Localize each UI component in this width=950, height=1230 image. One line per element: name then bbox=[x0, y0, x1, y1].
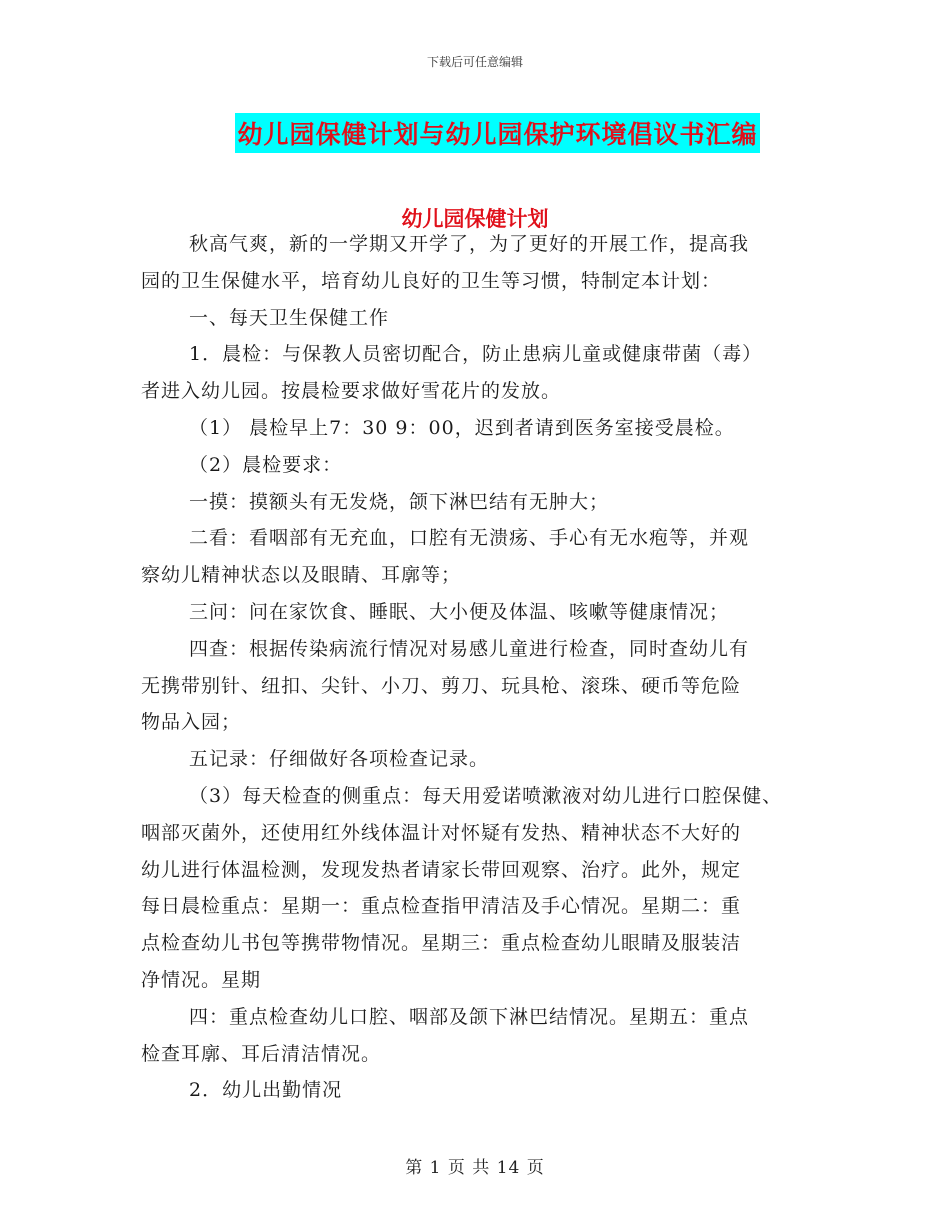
paragraph-line: 点检查幼儿书包等携带物情况。星期三：重点检查幼儿眼睛及服装洁 bbox=[141, 932, 742, 955]
paragraph-line: 物品入园； bbox=[141, 711, 242, 734]
paragraph-line: （2）晨检要求： bbox=[189, 453, 343, 476]
paragraph-line: 2．幼儿出勤情况 bbox=[189, 1079, 343, 1102]
paragraph-line: 五记录：仔细做好各项检查记录。 bbox=[189, 748, 490, 771]
paragraph-line: （1） 晨检早上7：30 9：00，迟到者请到医务室接受晨检。 bbox=[189, 416, 735, 439]
paragraph-line: （3）每天检查的侧重点：每天用爱诺喷漱液对幼儿进行口腔保健、 bbox=[189, 784, 783, 807]
paragraph-line: 者进入幼儿园。按晨检要求做好雪花片的发放。 bbox=[141, 380, 562, 403]
paragraph-line: 检查耳廓、耳后清洁情况。 bbox=[141, 1042, 382, 1065]
paragraph-line: 无携带别针、纽扣、尖针、小刀、剪刀、玩具枪、滚珠、硬币等危险 bbox=[141, 674, 742, 697]
header-note: 下载后可任意编辑 bbox=[426, 55, 523, 69]
paragraph-line: 四：重点检查幼儿口腔、咽部及颌下淋巴结情况。星期五：重点 bbox=[189, 1005, 750, 1028]
paragraph-line: 二看：看咽部有无充血，口腔有无溃疡、手心有无水疱等，并观 bbox=[189, 527, 750, 550]
page-footer: 第 1 页 共 14 页 bbox=[405, 1158, 545, 1178]
paragraph-line: 一、每天卫生保健工作 bbox=[189, 306, 390, 329]
paragraph-line: 净情况。星期 bbox=[141, 968, 262, 991]
paragraph-line: 幼儿进行体温检测，发现发热者请家长带回观察、治疗。此外，规定 bbox=[141, 858, 742, 881]
paragraph-line: 1．晨检：与保教人员密切配合，防止患病儿童或健康带菌（毒） bbox=[189, 343, 763, 366]
paragraph-line: 三问：问在家饮食、睡眠、大小便及体温、咳嗽等健康情况； bbox=[189, 600, 730, 623]
main-title-wrap bbox=[0, 113, 950, 153]
paragraph-line: 每日晨检重点：星期一：重点检查指甲清洁及手心情况。星期二：重 bbox=[141, 895, 742, 918]
main-title: 幼儿园保健计划与幼儿园保护环境倡议书汇编 bbox=[235, 113, 759, 153]
paragraph-line: 咽部灭菌外，还使用红外线体温计对怀疑有发热、精神状态不大好的 bbox=[141, 821, 742, 844]
paragraph-line: 秋高气爽，新的一学期又开学了，为了更好的开展工作，提高我 bbox=[189, 233, 750, 255]
paragraph-line: 察幼儿精神状态以及眼睛、耳廓等； bbox=[141, 564, 462, 587]
section-title: 幼儿园保健计划 bbox=[401, 207, 549, 231]
paragraph-line: 园的卫生保健水平，培育幼儿良好的卫生等习惯，特制定本计划： bbox=[141, 269, 722, 292]
paragraph-line: 四查：根据传染病流行情况对易感儿童进行检查，同时查幼儿有 bbox=[189, 637, 750, 660]
paragraph-line: 一摸：摸额头有无发烧，颌下淋巴结有无肿大； bbox=[189, 490, 610, 513]
body-text bbox=[141, 226, 831, 1109]
